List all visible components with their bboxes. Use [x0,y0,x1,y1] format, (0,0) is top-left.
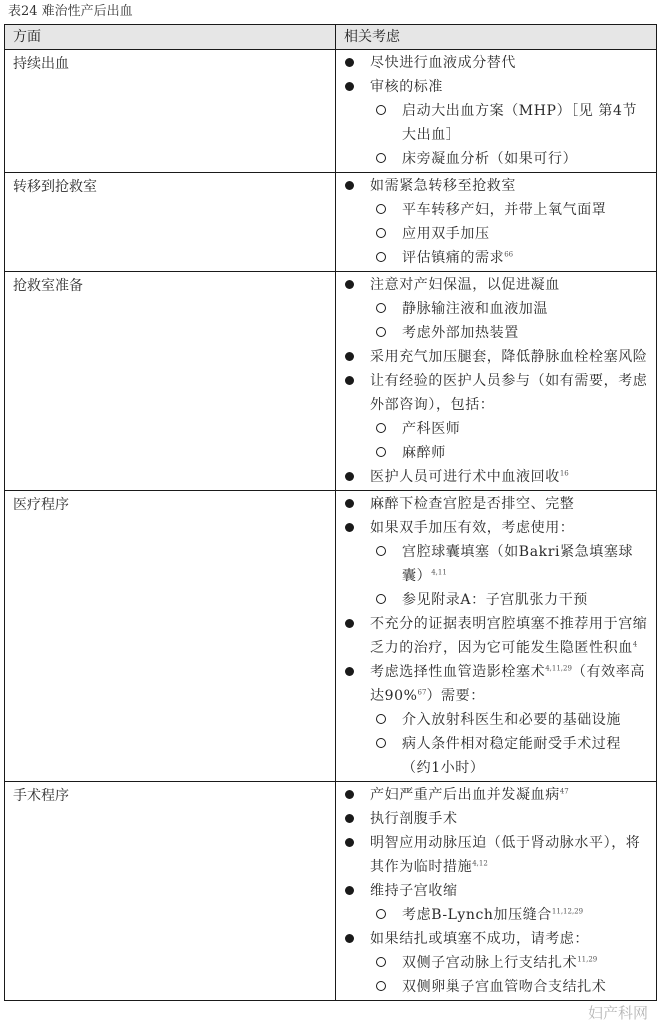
item-text: 静脉输注液和血液加温 [402,301,548,317]
bullet-item [336,516,650,540]
bullet-item [336,831,650,879]
item-text: 执行剖腹手术 [370,811,458,827]
table-row [5,173,657,272]
hollow-circle-bullet-icon [374,588,388,612]
considerations-cell [336,272,657,491]
item-text: 审核的标准 [370,79,443,95]
citation-superscript: 4,11 [431,568,447,577]
hollow-circle-bullet-icon [374,732,388,756]
bullet-item [336,927,650,951]
hollow-circle-bullet-icon [374,441,388,465]
sub-bullet-item [336,198,650,222]
item-text: 考虑B-Lynch加压缝合 [402,907,552,923]
hollow-circle-bullet-icon [374,147,388,171]
item-text: 明智应用动脉压迫（低于肾动脉水平），将其作为临时措施 [370,835,641,875]
item-text: 平车转移产妇，并带上氧气面罩 [402,202,607,218]
sub-bullet-item [336,951,650,975]
bullet-item [336,783,650,807]
considerations-cell [336,50,657,173]
item-text: 产科医师 [402,421,461,437]
sub-bullet-item [336,588,650,612]
header-aspect: 方面 [5,25,336,50]
considerations-cell [336,782,657,1001]
citation-superscript: 67 [417,688,427,697]
filled-circle-bullet-icon [342,345,356,369]
aspect-cell: 转移到抢救室 [5,173,336,272]
sub-bullet-item [336,441,650,465]
table-row [5,782,657,1001]
aspect-cell: 手术程序 [5,782,336,1001]
filled-circle-bullet-icon [342,660,356,684]
filled-circle-bullet-icon [342,273,356,297]
citation-superscript: 11,29 [577,955,598,964]
hollow-circle-bullet-icon [374,975,388,999]
table-row [5,491,657,782]
item-text: 床旁凝血分析（如果可行） [402,151,578,167]
filled-circle-bullet-icon [342,516,356,540]
sub-bullet-item [336,417,650,441]
filled-circle-bullet-icon [342,927,356,951]
bullet-item [336,51,650,75]
item-text: 让有经验的医护人员参与（如有需要，考虑外部咨询），包括： [370,373,648,413]
hollow-circle-bullet-icon [374,321,388,345]
sub-bullet-item [336,732,650,780]
item-text: 如果结扎或填塞不成功，请考虑： [370,931,589,947]
item-text: 维持子宫收缩 [370,883,458,899]
citation-superscript: 4 [632,640,638,649]
bullet-item [336,273,650,297]
hollow-circle-bullet-icon [374,297,388,321]
sub-bullet-item [336,222,650,246]
filled-circle-bullet-icon [342,783,356,807]
item-text: 评估镇痛的需求 [402,250,505,266]
item-text: 尽快进行血液成分替代 [370,55,516,71]
table-row [5,272,657,491]
filled-circle-bullet-icon [342,612,356,636]
sub-bullet-item [336,975,650,999]
aspect-cell: 持续出血 [5,50,336,173]
item-text: 考虑选择性血管造影栓塞术 [370,664,546,680]
sub-bullet-item [336,297,650,321]
considerations-cell [336,173,657,272]
item-text-tail: ）需要： [426,688,485,704]
table-caption: 表24 难治性产后出血 [8,4,133,19]
hollow-circle-bullet-icon [374,903,388,927]
filled-circle-bullet-icon [342,465,356,489]
bullet-item [336,465,650,489]
item-text: 参见附录A：子宫肌张力干预 [402,592,588,608]
bullet-item [336,660,650,708]
item-text: 麻醉下检查宫腔是否排空、完整 [370,496,575,512]
item-text: 采用充气加压腿套，降低静脉血栓栓塞风险 [370,349,648,365]
item-text: 医护人员可进行术中血液回收 [370,469,560,485]
bullet-item [336,369,650,417]
filled-circle-bullet-icon [342,174,356,198]
bullet-item [336,75,650,99]
sub-bullet-item [336,99,650,147]
citation-superscript: 16 [559,469,569,478]
table-row [5,50,657,173]
citation-superscript: 4,11,29 [545,664,572,673]
citation-superscript: 66 [504,250,514,259]
filled-circle-bullet-icon [342,51,356,75]
table-header-row [5,25,657,50]
item-text: 启动大出血方案（MHP）［见 第4节大出血］ [402,103,638,143]
sub-bullet-item [336,540,650,588]
bullet-item [336,345,650,369]
filled-circle-bullet-icon [342,879,356,903]
item-text: 宫腔球囊填塞（如Bakri紧急填塞球囊） [402,544,634,584]
item-text: 考虑外部加热装置 [402,325,519,341]
hollow-circle-bullet-icon [374,222,388,246]
item-text: 如需紧急转移至抢救室 [370,178,516,194]
filled-circle-bullet-icon [342,492,356,516]
item-text: 病人条件相对稳定能耐受手术过程（约1小时） [402,736,621,776]
item-text: 不充分的证据表明宫腔填塞不推荐用于宫缩乏力的治疗，因为它可能发生隐匿性积血 [370,616,648,656]
item-text-tail: （有效率高达90% [370,664,645,704]
item-text: 应用双手加压 [402,226,490,242]
hollow-circle-bullet-icon [374,99,388,123]
citation-superscript: 4,12 [472,859,488,868]
item-text: 如果双手加压有效，考虑使用： [370,520,575,536]
filled-circle-bullet-icon [342,831,356,855]
bullet-item [336,879,650,903]
hollow-circle-bullet-icon [374,198,388,222]
sub-bullet-item [336,903,650,927]
item-text: 麻醉师 [402,445,446,461]
citation-superscript: 11,12,29 [551,907,584,916]
hollow-circle-bullet-icon [374,417,388,441]
bullet-item [336,492,650,516]
hollow-circle-bullet-icon [374,540,388,564]
aspect-cell: 抢救室准备 [5,272,336,491]
bullet-item [336,612,650,660]
bullet-item [336,807,650,831]
hollow-circle-bullet-icon [374,246,388,270]
watermark-text: 妇产科网 [588,1004,649,1022]
filled-circle-bullet-icon [342,807,356,831]
sub-bullet-item [336,708,650,732]
item-text: 产妇严重产后出血并发凝血病 [370,787,560,803]
item-text: 注意对产妇保温，以促进凝血 [370,277,560,293]
sub-bullet-item [336,321,650,345]
sub-bullet-item [336,246,650,270]
hollow-circle-bullet-icon [374,708,388,732]
filled-circle-bullet-icon [342,75,356,99]
hollow-circle-bullet-icon [374,951,388,975]
aspect-cell: 医疗程序 [5,491,336,782]
citation-superscript: 47 [559,787,569,796]
pph-table [4,24,657,1001]
header-considerations: 相关考虑 [336,25,657,50]
item-text: 双侧子宫动脉上行支结扎术 [402,955,578,971]
sub-bullet-item [336,147,650,171]
item-text: 介入放射科医生和必要的基础设施 [402,712,621,728]
bullet-item [336,174,650,198]
item-text: 双侧卵巢子宫血管吻合支结扎术 [402,979,607,995]
considerations-cell [336,491,657,782]
filled-circle-bullet-icon [342,369,356,393]
